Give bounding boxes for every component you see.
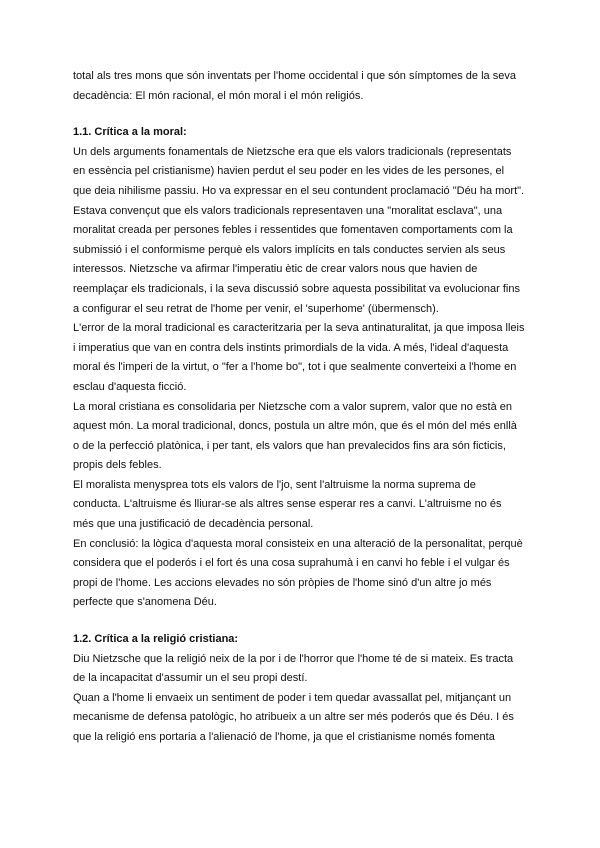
paragraph: L'error de la moral tradicional es caracteritzaria per la seva antinaturalitat, ja que imposa lleis i imperatius que van en contra dels instints primordials de la vida. A més, l'ideal d'aquesta moral és l'imperi de la virtut, o "fer a l'home bo", tot i que sealmente converteixi a l'home en esclau d'aquesta ficció. — [73, 322, 525, 393]
paragraph: En conclusió: la lògica d'aquesta moral consisteix en una alteració de la personalitat, perquè considera que el poderós i el fort és una cosa suprahumà i en canvi ho feble i el vulgar és propi de l'home. Les accions elevades no són pròpies de l'home sinó d'un altre jo més perfecte que s'anomena Déu. — [73, 537, 523, 609]
paragraph: La moral cristiana es consolidaria per Nietzsche com a valor suprem, valor que no està en aquest món. La moral tradicional, doncs, postula un altre món, que és el món del més enllà o de la perfecció platònica, i per tant, els valors que han prevalecidos fins ara són ficticis, propis dels febles. — [73, 400, 517, 472]
paragraph: Un dels arguments fonamentals de Nietzsche era que els valors tradicionals (representats en essència pel cristianisme) havien perdut el seu poder en les vides de les persones, el que deia nihilisme passiu. Ho va expressar en el seu contundent proclamació "Déu ha mort". Estava convençut que els valors tradicionals representaven una "moralitat esclava", una moralitat creada per persones febles i ressentides que fomentaven comportaments com la submissió i el conformisme perquè els valors implícits en tals conductes servien als seus interessos. Nietzsche va afirmar l'imperatiu ètic de crear valors nous que havien de reemplaçar els tradicionals, i la seva discussió sobre aquesta possibilitat va evolucionar fins a configurar el seu retrat de l'home per venir, el 'superhome' (übermensch). — [73, 145, 525, 315]
section-heading-moral: 1.1. Crítica a la moral: — [73, 126, 187, 139]
section-heading-religion: 1.2. Crítica a la religió cristiana: — [73, 633, 239, 646]
paragraph: Quan a l'home li envaeix un sentiment de poder i tem quedar avassallat pel, mitjançant un mecanisme de defensa patològic, ho atribueix a un altre ser més poderós que és Déu. I és que la religió ens portaria a l'alienació de l'home, ja que el cristianisme només fomenta — [73, 691, 514, 743]
paragraph: Diu Nietzsche que la religió neix de la por i de l'horror que l'home té de si mateix. Es tracta de la incapacitat d'assumir un el seu propi destí. — [73, 652, 514, 685]
paragraph: El moralista menysprea tots els valors de l'jo, sent l'altruisme la norma suprema de conducta. L'altruisme és lliurar-se als altres sense esperar res a canvi. L'altruisme no és més que una justificació de decadència personal. — [73, 478, 502, 531]
document-body — [73, 67, 535, 748]
intro-paragraph: total als tres mons que són inventats per l'home occidental i que són símptomes de la seva decadència: El món racional, el món moral i el món religiós. — [73, 70, 516, 102]
